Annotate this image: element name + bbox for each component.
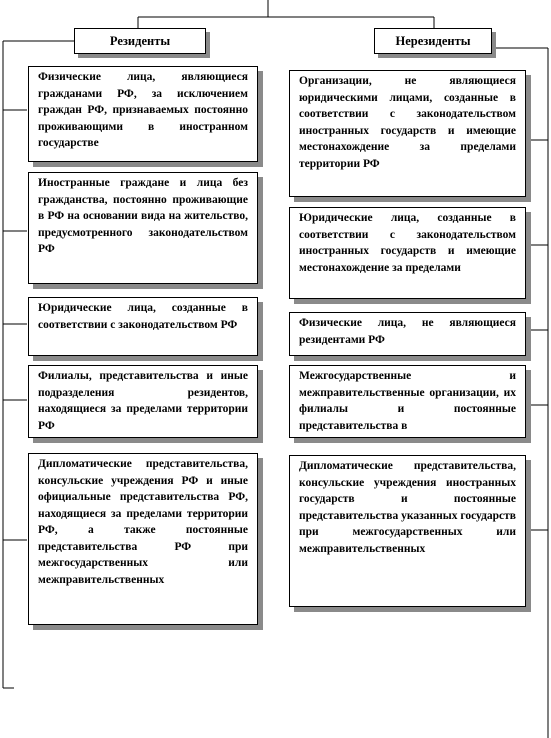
nonresident-item: Дипломатические представительства, консульские учреждения иностранных государств и постоянные представительства указанных государств при межгосударственных или межправительственных (289, 455, 526, 607)
nonresident-item: Организации, не являющиеся юридическими лицами, созданные в соответствии с законодательством иностранных государств и имеющие местонахождение за пределами территории РФ (289, 70, 526, 197)
resident-item: Дипломатические представительства, консульские учреждения РФ и иные официальные представительства РФ, находящиеся за пределами территории РФ, а также постоянные представительства РФ при межгосударственных или межправительственных (28, 453, 258, 625)
resident-item: Иностранные граждане и лица без гражданства, постоянно проживающие в РФ на основании вида на жительство, предусмотренного законодательством РФ (28, 172, 258, 284)
resident-item: Филиалы, представительства и иные подразделения резидентов, находящиеся за пределами территории РФ (28, 365, 258, 438)
residents-header: Резиденты (74, 28, 206, 54)
nonresident-item: Межгосударственные и межправительственные организации, их филиалы и постоянные представительства в (289, 365, 526, 438)
nonresident-item: Юридические лица, созданные в соответствии с законодательством иностранных государств и имеющие местонахождение за пределами (289, 207, 526, 299)
nonresident-item: Физические лица, не являющиеся резидентами РФ (289, 312, 526, 356)
resident-item: Юридические лица, созданные в соответствии с законодательством РФ (28, 297, 258, 356)
resident-item: Физические лица, являющиеся гражданами РФ, за исключением граждан РФ, признаваемых постоянно проживающими в иностранном государстве (28, 66, 258, 162)
nonresidents-header: Нерезиденты (374, 28, 492, 54)
